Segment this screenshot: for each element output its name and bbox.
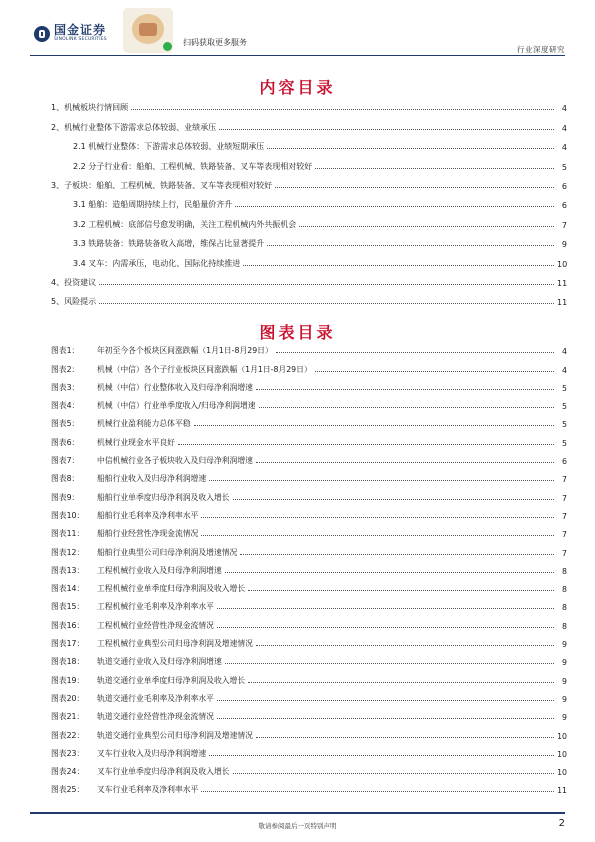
figure-label: 图表14：	[51, 584, 85, 594]
figure-label: 图表18：	[51, 657, 85, 667]
table-of-contents	[51, 94, 567, 307]
figure-entry[interactable]	[51, 576, 567, 594]
figure-label: 图表8：	[51, 474, 80, 484]
dot-leader	[99, 284, 554, 285]
dot-leader	[178, 444, 554, 445]
dot-leader	[233, 773, 554, 774]
figure-entry[interactable]	[51, 741, 567, 759]
figure-label: 图表11：	[51, 529, 85, 539]
toc-entry-title: 5、风险提示	[51, 297, 97, 307]
figure-label: 图表20：	[51, 693, 85, 703]
toc-entry-page: 4	[561, 104, 567, 114]
toc-entry[interactable]	[51, 94, 567, 113]
dot-leader	[256, 737, 554, 738]
figure-entry[interactable]	[51, 612, 567, 630]
toc-entry[interactable]	[51, 113, 567, 132]
figure-label: 图表1：	[51, 346, 80, 356]
figure-label: 图表23：	[51, 748, 85, 758]
toc-entry-title: 3.3 铁路装备：铁路装备收入高增，维保占比显著提升	[73, 239, 265, 249]
figure-entry[interactable]	[51, 777, 567, 795]
figure-caption: 中信机械行业各子板块收入及归母净利润增速	[97, 456, 253, 466]
toc-entry-title: 2.2 分子行业看：船舶、工程机械、铁路装备、叉车等表现相对较好	[73, 161, 313, 171]
figure-page: 8	[562, 585, 567, 595]
logo-mark-icon	[34, 26, 50, 42]
figure-page: 9	[562, 658, 567, 668]
figure-page: 9	[562, 713, 567, 723]
scan-for-service-text: 扫码获取更多服务	[183, 38, 247, 47]
page-header	[0, 0, 595, 60]
figure-caption: 轨道交通行业毛利率及净利率水平	[97, 693, 214, 703]
sinolink-logo	[34, 24, 107, 43]
dot-leader	[248, 590, 554, 591]
figure-page: 10	[557, 749, 567, 759]
toc-entry[interactable]	[51, 172, 567, 191]
figure-page: 7	[562, 511, 567, 521]
figure-label: 图表6：	[51, 437, 80, 447]
figure-caption: 工程机械行业单季度归母净利润及收入增长	[97, 584, 246, 594]
wechat-badge-icon	[163, 42, 172, 51]
figure-entry[interactable]	[51, 558, 567, 576]
dot-leader	[259, 407, 554, 408]
dot-leader	[225, 663, 554, 664]
logo-english-name: SINOLINK SECURITIES	[54, 37, 107, 42]
figure-caption: 船舶行业收入及归母净利润增速	[97, 474, 207, 484]
figure-page: 10	[557, 731, 567, 741]
figure-page: 9	[562, 694, 567, 704]
figure-entry[interactable]	[51, 649, 567, 667]
dot-leader	[267, 148, 554, 149]
figure-caption: 轨道交通行业收入及归母净利润增速	[97, 657, 222, 667]
dot-leader	[235, 206, 554, 207]
dot-leader	[217, 627, 554, 628]
figure-entry[interactable]	[51, 356, 567, 374]
toc-title: 内容目录	[259, 78, 336, 97]
toc-entry[interactable]	[51, 249, 567, 268]
figure-page: 7	[562, 530, 567, 540]
figure-label: 图表12：	[51, 547, 85, 557]
dot-leader	[315, 168, 554, 169]
figure-entry[interactable]	[51, 704, 567, 722]
figure-label: 图表10：	[51, 510, 85, 520]
figure-page: 8	[562, 621, 567, 631]
toc-entry-title: 3.2 工程机械：底部信号愈发明确，关注工程机械内外共振机会	[73, 219, 297, 229]
qr-illustration-icon	[132, 14, 164, 44]
figure-label: 图表24：	[51, 767, 85, 777]
figure-page: 9	[562, 640, 567, 650]
list-of-figures	[51, 338, 567, 795]
disclaimer-text: 敬请参阅最后一页特别声明	[258, 822, 337, 830]
figure-entry[interactable]	[51, 759, 567, 777]
toc-entry[interactable]	[51, 269, 567, 288]
figure-label: 图表5：	[51, 419, 80, 429]
figure-page: 7	[562, 493, 567, 503]
dot-leader	[194, 425, 554, 426]
figure-entry[interactable]	[51, 521, 567, 539]
figure-label: 图表17：	[51, 639, 85, 649]
figure-label: 图表15：	[51, 602, 85, 612]
figure-caption: 叉车行业毛利率及净利率水平	[97, 785, 199, 795]
figure-caption: 机械（中信）行业整体收入及归母净利润增速	[97, 382, 253, 392]
figure-caption: 船舶行业单季度归母净利润及收入增长	[97, 492, 230, 502]
toc-entry-title: 3.4 叉车：内需承压，电动化、国际化持续推进	[73, 258, 241, 268]
figure-caption: 机械（中信）各个子行业板块区间涨跌幅（1月1日-8月29日）	[97, 364, 312, 374]
dot-leader	[256, 462, 554, 463]
figure-label: 图表13：	[51, 565, 85, 575]
toc-entry-title: 3.1 船舶：造船周期持续上行，民船量价齐升	[73, 200, 233, 210]
figure-entry[interactable]	[51, 667, 567, 685]
toc-entry-page: 4	[561, 123, 567, 133]
figure-entry[interactable]	[51, 539, 567, 557]
toc-entry-title: 2.1 机械行业整体：下游需求总体较弱、业绩短期承压	[73, 142, 265, 152]
figure-page: 7	[562, 548, 567, 558]
figure-page: 8	[562, 603, 567, 613]
figure-caption: 工程机械行业收入及归母净利润增速	[97, 565, 222, 575]
dot-leader	[219, 129, 554, 130]
footer-divider	[30, 812, 565, 814]
toc-entry[interactable]	[51, 210, 567, 229]
dot-leader	[256, 645, 554, 646]
figure-label: 图表22：	[51, 730, 85, 740]
figure-page: 5	[562, 402, 567, 412]
figure-page: 11	[557, 786, 567, 796]
figure-entry[interactable]	[51, 484, 567, 502]
figure-entry[interactable]	[51, 448, 567, 466]
toc-entry-page: 5	[561, 162, 567, 172]
toc-entry[interactable]	[51, 288, 567, 307]
figure-page: 6	[562, 457, 567, 467]
dot-leader	[201, 517, 554, 518]
figure-label: 图表2：	[51, 364, 80, 374]
figure-entry[interactable]	[51, 722, 567, 740]
toc-entry-page: 10	[557, 259, 568, 269]
figure-page: 9	[562, 676, 567, 686]
header-divider	[30, 55, 565, 56]
dot-leader	[240, 554, 554, 555]
figure-label: 图表4：	[51, 401, 80, 411]
figure-entry[interactable]	[51, 466, 567, 484]
figure-page: 5	[562, 383, 567, 393]
figure-entry[interactable]	[51, 429, 567, 447]
figure-caption: 工程机械行业典型公司归母净利润及增速情况	[97, 639, 253, 649]
qr-code-image	[123, 8, 173, 53]
dot-leader	[99, 303, 554, 304]
figure-caption: 机械行业现金水平良好	[97, 437, 175, 447]
dot-leader	[131, 109, 554, 110]
figure-caption: 叉车行业单季度归母净利润及收入增长	[97, 767, 230, 777]
figure-page: 5	[562, 420, 567, 430]
toc-entry-page: 6	[561, 181, 567, 191]
dot-leader	[217, 700, 554, 701]
figure-entry[interactable]	[51, 338, 567, 356]
dot-leader	[201, 535, 554, 536]
figure-entry[interactable]	[51, 594, 567, 612]
figure-entry[interactable]	[51, 393, 567, 411]
report-type-label: 行业深度研究	[517, 45, 565, 54]
figure-entry[interactable]	[51, 686, 567, 704]
figure-entry[interactable]	[51, 631, 567, 649]
toc-entry-title: 4、投资建议	[51, 277, 97, 287]
figure-caption: 年初至今各个板块区间涨跌幅（1月1日-8月29日）	[97, 346, 273, 356]
figures-title: 图表目录	[259, 323, 336, 342]
dot-leader	[276, 352, 554, 353]
dot-leader	[233, 499, 554, 500]
figure-caption: 轨道交通行业典型公司归母净利润及增速情况	[97, 730, 253, 740]
toc-entry[interactable]	[51, 191, 567, 210]
dot-leader	[217, 608, 554, 609]
figure-label: 图表7：	[51, 456, 80, 466]
toc-entry-page: 11	[557, 278, 568, 288]
figure-page: 7	[562, 475, 567, 485]
toc-entry-page: 11	[557, 298, 568, 308]
dot-leader	[217, 718, 554, 719]
figure-page: 4	[562, 347, 567, 357]
figure-page: 8	[562, 566, 567, 576]
figure-label: 图表25：	[51, 785, 85, 795]
toc-entry-page: 7	[561, 220, 567, 230]
toc-entry-page: 6	[561, 201, 567, 211]
figure-caption: 叉车行业收入及归母净利润增速	[97, 748, 207, 758]
figure-caption: 轨道交通行业经营性净现金流情况	[97, 712, 214, 722]
figure-entry[interactable]	[51, 503, 567, 521]
figure-caption: 工程机械行业毛利率及净利率水平	[97, 602, 214, 612]
figure-entry[interactable]	[51, 375, 567, 393]
figure-label: 图表19：	[51, 675, 85, 685]
page-number: 2	[558, 818, 565, 829]
dot-leader	[315, 371, 554, 372]
dot-leader	[256, 389, 554, 390]
figure-caption: 机械（中信）行业单季度收入/归母净利润增速	[97, 401, 256, 411]
figure-caption: 工程机械行业经营性净现金流情况	[97, 620, 214, 630]
toc-entry-page: 4	[561, 143, 567, 153]
toc-entry-title: 3、子板块：船舶、工程机械、铁路装备、叉车等表现相对较好	[51, 180, 273, 190]
dot-leader	[209, 480, 554, 481]
toc-entry[interactable]	[51, 152, 567, 171]
figure-page: 10	[557, 768, 567, 778]
figure-label: 图表3：	[51, 382, 80, 392]
figure-caption: 船舶行业毛利率及净利率水平	[97, 510, 199, 520]
dot-leader	[299, 226, 554, 227]
toc-entry-title: 1、机械板块行情回顾	[51, 103, 129, 113]
figure-caption: 机械行业盈利能力总体平稳	[97, 419, 191, 429]
figure-caption: 船舶行业经营性净现金流情况	[97, 529, 199, 539]
figure-label: 图表21：	[51, 712, 85, 722]
figure-page: 4	[562, 365, 567, 375]
figure-entry[interactable]	[51, 411, 567, 429]
figure-caption: 轨道交通行业单季度归母净利润及收入增长	[97, 675, 246, 685]
toc-entry-page: 9	[561, 240, 567, 250]
dot-leader	[267, 245, 554, 246]
figure-caption: 船舶行业典型公司归母净利润及增速情况	[97, 547, 238, 557]
dot-leader	[243, 265, 554, 266]
toc-entry-title: 2、机械行业整体下游需求总体较弱、业绩承压	[51, 122, 217, 132]
toc-entry[interactable]	[51, 133, 567, 152]
figure-page: 5	[562, 438, 567, 448]
dot-leader	[275, 187, 554, 188]
figure-label: 图表9：	[51, 492, 80, 502]
logo-chinese-name: 国金证券	[54, 23, 107, 37]
dot-leader	[209, 755, 554, 756]
dot-leader	[248, 682, 554, 683]
figure-label: 图表16：	[51, 620, 85, 630]
toc-entry[interactable]	[51, 230, 567, 249]
dot-leader	[225, 572, 554, 573]
dot-leader	[201, 791, 554, 792]
